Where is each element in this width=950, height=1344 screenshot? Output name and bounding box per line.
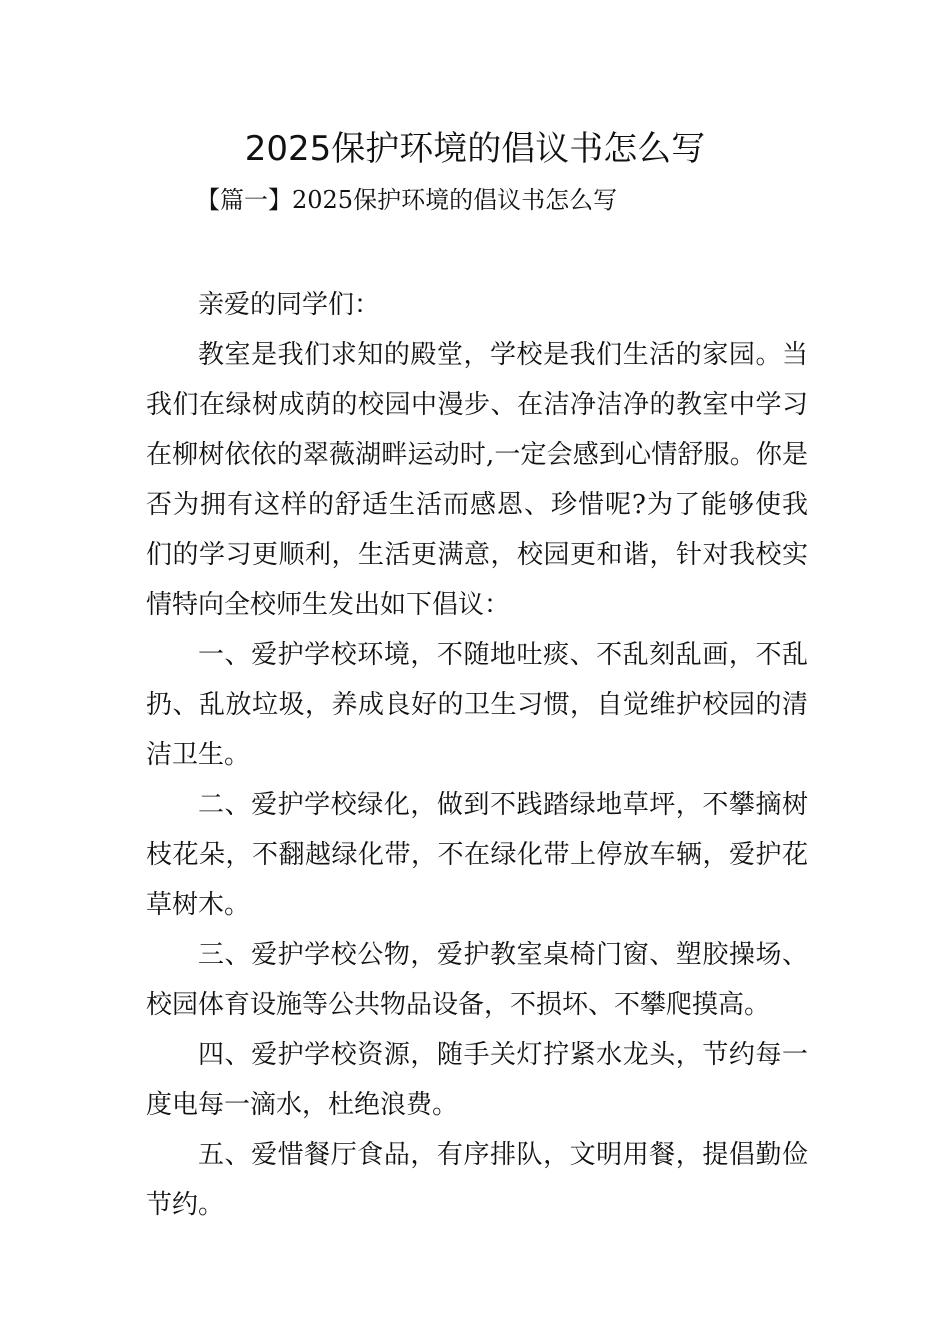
salutation: 亲爱的同学们： bbox=[198, 290, 381, 320]
paragraph-item-4: 四、爱护学校资源，随手关灯拧紧水龙头，节约每一度电每一滴水，杜绝浪费。 bbox=[146, 1040, 808, 1120]
section-heading: 【篇一】2025保护环境的倡议书怎么写 bbox=[196, 186, 618, 214]
document-body bbox=[146, 280, 808, 1230]
paragraph-item-1: 一、爱护学校环境，不随地吐痰、不乱刻乱画，不乱扔、乱放垃圾，养成良好的卫生习惯，自觉维护校园的清洁卫生。 bbox=[146, 640, 808, 770]
paragraph-item-2: 二、爱护学校绿化，做到不践踏绿地草坪，不攀摘树枝花朵，不翻越绿化带，不在绿化带上停放车辆，爱护花草树木。 bbox=[146, 790, 808, 920]
document-title: 2025保护环境的倡议书怎么写 bbox=[244, 129, 706, 169]
paragraph-item-5: 五、爱惜餐厅食品，有序排队，文明用餐，提倡勤俭节约。 bbox=[146, 1140, 808, 1220]
paragraph-item-3: 三、爱护学校公物，爱护教室桌椅门窗、塑胶操场、校园体育设施等公共物品设备，不损坏、不攀爬摸高。 bbox=[146, 940, 808, 1020]
paragraph-intro: 教室是我们求知的殿堂，学校是我们生活的家园。当我们在绿树成荫的校园中漫步、在洁净洁净的教室中学习在柳树依依的翠薇湖畔运动时,一定会感到心情舒服。你是否为拥有这样的舒适生活而感恩、珍惜呢?为了能够使我们的学习更顺利，生活更满意，校园更和谐，针对我校实情特向全校师生发出如下倡议： bbox=[146, 340, 808, 620]
